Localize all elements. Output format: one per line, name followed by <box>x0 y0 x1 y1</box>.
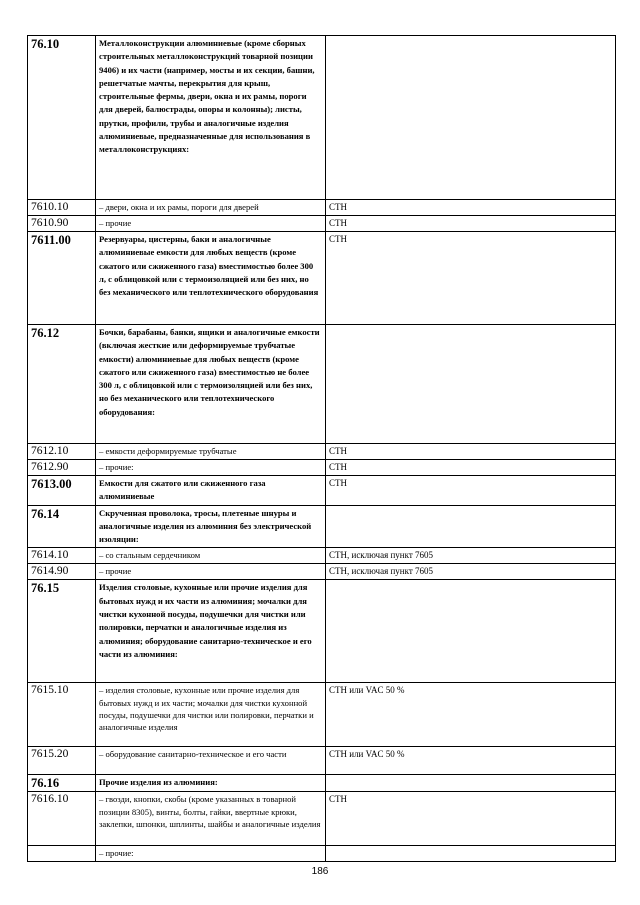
table-row <box>28 36 616 200</box>
requirement-cell: СТН, исключая пункт 7605 <box>326 564 616 580</box>
code-cell: 76.12 <box>28 325 96 444</box>
requirement-cell <box>326 325 616 444</box>
table-row <box>28 846 616 861</box>
table-row <box>28 683 616 747</box>
requirement-cell: СТН <box>326 444 616 460</box>
description-cell: Металлоконструкции алюминиевые (кроме сборных строительных металлоконструкций товарной позиции 9406) и их части (например, мосты и их секции, башни, решетчатые мачты, перекрытия для крыш, строительные фермы, двери, окна и их рамы, пороги для дверей, балюстрады, опоры и колонны); листы, прутки, профили, трубы и аналогичные изделия алюминиевые, предназначенные для использования в металлоконструкциях: <box>96 36 326 200</box>
table-row <box>28 325 616 444</box>
requirement-cell: СТН или VAC 50 % <box>326 747 616 775</box>
description-cell: Прочие изделия из алюминия: <box>96 775 326 792</box>
table-row <box>28 476 616 506</box>
code-cell: 7610.10 <box>28 200 96 216</box>
code-cell: 7616.10 <box>28 792 96 846</box>
requirement-cell: СТН <box>326 792 616 846</box>
page-number: 186 <box>311 866 329 877</box>
requirement-cell <box>326 580 616 683</box>
code-cell: 7613.00 <box>28 476 96 506</box>
description-cell: Резервуары, цистерны, баки и аналогичные алюминиевые емкости для любых веществ (кроме сжатого или сжиженного газа) вместимостью более 300 л, с облицовкой или с термоизоляцией или без них, но без механического или теплотехнического оборудования <box>96 232 326 325</box>
table-row <box>28 200 616 216</box>
requirement-cell: СТН <box>326 232 616 325</box>
description-cell: – прочие: <box>96 460 326 476</box>
code-cell: 7615.20 <box>28 747 96 775</box>
description-cell: – со стальным сердечником <box>96 548 326 564</box>
requirement-cell: СТН, исключая пункт 7605 <box>326 548 616 564</box>
code-cell: 76.16 <box>28 775 96 792</box>
table-row <box>28 505 616 548</box>
requirement-cell <box>326 36 616 200</box>
table-row <box>28 216 616 232</box>
requirement-cell: СТН <box>326 460 616 476</box>
code-cell: 7612.10 <box>28 444 96 460</box>
code-cell: 7614.10 <box>28 548 96 564</box>
code-cell: 76.10 <box>28 36 96 200</box>
code-cell: 76.15 <box>28 580 96 683</box>
description-cell: – оборудование санитарно-техническое и его части <box>96 747 326 775</box>
table-row <box>28 548 616 564</box>
code-cell: 7614.90 <box>28 564 96 580</box>
code-cell: 76.14 <box>28 505 96 548</box>
description-cell: – прочие <box>96 216 326 232</box>
description-cell: – гвозди, кнопки, скобы (кроме указанных в товарной позиции 8305), винты, болты, гайки, ввертные крюки, заклепки, шпонки, шплинты, шайбы и аналогичные изделия <box>96 792 326 846</box>
code-cell <box>28 846 96 861</box>
code-cell: 7615.10 <box>28 683 96 747</box>
description-cell: Скрученная проволока, тросы, плетеные шнуры и аналогичные изделия из алюминия без электрической изоляции: <box>96 505 326 548</box>
requirement-cell: СТН <box>326 216 616 232</box>
requirement-cell <box>326 846 616 861</box>
table-row <box>28 444 616 460</box>
requirement-cell <box>326 505 616 548</box>
table-row <box>28 564 616 580</box>
requirement-cell: СТН или VAC 50 % <box>326 683 616 747</box>
table-row <box>28 580 616 683</box>
description-cell: – двери, окна и их рамы, пороги для дверей <box>96 200 326 216</box>
code-cell: 7610.90 <box>28 216 96 232</box>
description-cell: – прочие <box>96 564 326 580</box>
description-cell: – изделия столовые, кухонные или прочие изделия для бытовых нужд и их части; мочалки для чистки кухонной посуды, подушечки для чистки или полировки, перчатки и аналогичные изделия <box>96 683 326 747</box>
code-cell: 7611.00 <box>28 232 96 325</box>
tariff-table <box>27 35 616 862</box>
code-cell: 7612.90 <box>28 460 96 476</box>
table-row <box>28 775 616 792</box>
description-cell: Бочки, барабаны, банки, ящики и аналогичные емкости (включая жесткие или деформируемые трубчатые емкости) алюминиевые для любых веществ (кроме сжатого или сжиженного газа) вместимостью не более 300 л, с облицовкой или с термоизоляцией или без них, но без механического или теплотехнического оборудования: <box>96 325 326 444</box>
description-cell: – емкости деформируемые трубчатые <box>96 444 326 460</box>
requirement-cell: СТН <box>326 200 616 216</box>
requirement-cell <box>326 775 616 792</box>
description-cell: – прочие: <box>96 846 326 861</box>
table-row <box>28 232 616 325</box>
requirement-cell: СТН <box>326 476 616 506</box>
table-row <box>28 460 616 476</box>
description-cell: Изделия столовые, кухонные или прочие изделия для бытовых нужд и их части из алюминия; мочалки для чистки кухонной посуды, подушечки для чистки или полировки, перчатки и аналогичные изделия из алюминия; оборудование санитарно-техническое и его части из алюминия: <box>96 580 326 683</box>
table-row <box>28 792 616 846</box>
table-row <box>28 747 616 775</box>
description-cell: Емкости для сжатого или сжиженного газа алюминиевые <box>96 476 326 506</box>
